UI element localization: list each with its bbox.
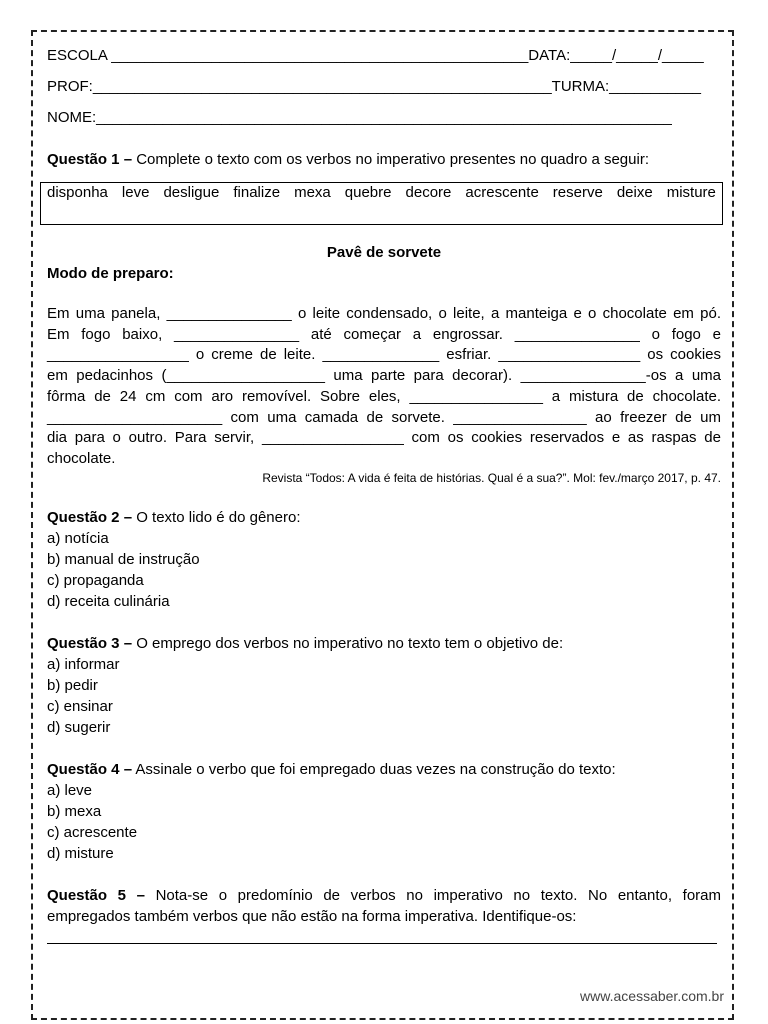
recipe-last-line: chocolate.	[47, 449, 116, 467]
recipe-source: Revista “Todos: A vida é feita de histórias. Qual é a sua?”. Mol: fev./março 2017, p. 47.	[262, 470, 721, 485]
option-item[interactable]: b) pedir	[47, 676, 98, 694]
question-1-text: Complete o texto com os verbos no imperativo presentes no quadro a seguir:	[132, 151, 649, 168]
verb-item: desligue	[163, 184, 220, 201]
option-item[interactable]: d) receita culinária	[47, 592, 170, 610]
question-2-options	[47, 528, 721, 612]
option-item[interactable]: c) ensinar	[47, 697, 113, 715]
verb-item: leve	[121, 184, 150, 201]
recipe-line: fôrma de 24 cm com aro removível. Sobre eles, ________________ a mistura de chocolate.	[47, 387, 721, 405]
footer-url: www.acessaber.com.br	[580, 988, 724, 1004]
recipe-line: em pedacinhos (___________________ uma parte para decorar). _______________-os a uma	[47, 367, 721, 385]
recipe-line: _____________________ com uma camada de sorvete. ________________ ao freezer de um	[47, 408, 721, 426]
verb-item: mexa	[294, 184, 331, 201]
recipe-line: Em fogo baixo, _______________ até começar a engrossar. _______________ o fogo e	[47, 325, 721, 343]
verb-box	[40, 182, 723, 225]
question-1	[47, 149, 721, 170]
option-item[interactable]: d) misture	[47, 844, 114, 862]
verb-item: acrescente	[465, 184, 539, 201]
verb-item: finalize	[233, 184, 281, 201]
worksheet	[47, 40, 721, 944]
question-5-line2: empregados também verbos que não estão na forma imperativa. Identifique-os:	[47, 907, 577, 925]
question-3-label: Questão 3 –	[47, 634, 133, 652]
option-item[interactable]: c) acrescente	[47, 823, 138, 841]
teacher-class-line: PROF:_______________________________________________________TURMA:___________	[47, 78, 701, 95]
option-item[interactable]: a) informar	[47, 655, 120, 673]
question-2-text: O texto lido é do gênero:	[132, 508, 301, 526]
question-1-label: Questão 1 –	[47, 151, 133, 168]
verb-item: misture	[666, 184, 716, 201]
question-4-options	[47, 780, 721, 864]
school-date-line: ESCOLA __________________________________________________DATA:_____/_____/_____	[47, 47, 704, 64]
verb-item: disponha	[47, 184, 108, 201]
recipe-text	[47, 304, 721, 449]
option-item[interactable]: a) notícia	[47, 529, 109, 547]
question-2	[47, 507, 721, 528]
verb-item: reserve	[552, 184, 603, 201]
name-line: NOME:_____________________________________________________________________	[47, 109, 672, 126]
recipe-line: dia para o outro. Para servir, _________________ com os cookies reservados e as raspas de	[47, 429, 721, 447]
verb-list	[47, 184, 716, 202]
question-4-label: Questão 4 –	[47, 760, 133, 778]
option-item[interactable]: b) manual de instrução	[47, 550, 200, 568]
question-3-options	[47, 654, 721, 738]
verb-item: quebre	[344, 184, 392, 201]
option-item[interactable]: d) sugerir	[47, 718, 111, 736]
recipe-subtitle: Modo de preparo:	[47, 265, 174, 282]
option-item[interactable]: c) propaganda	[47, 571, 144, 589]
question-5-label: Questão 5 –	[47, 886, 145, 904]
question-4	[47, 759, 721, 780]
recipe-line: Em uma panela, _______________ o leite condensado, o leite, a manteiga e o chocolate em pó.	[47, 305, 721, 322]
question-3	[47, 633, 721, 654]
question-5-line1: Nota-se o predomínio de verbos no imperativo no texto. No entanto, foram	[144, 886, 721, 904]
answer-line[interactable]	[47, 927, 717, 944]
verb-item: deixe	[616, 184, 653, 201]
option-item[interactable]: a) leve	[47, 781, 93, 799]
recipe-line: _________________ o creme de leite. ______________ esfriar. _________________ os cookies	[47, 346, 721, 364]
recipe-title: Pavê de sorvete	[326, 244, 442, 261]
question-3-text: O emprego dos verbos no imperativo no texto tem o objetivo de:	[132, 634, 564, 652]
question-4-text: Assinale o verbo que foi empregado duas vezes na construção do texto:	[132, 760, 616, 778]
question-2-label: Questão 2 –	[47, 508, 133, 526]
option-item[interactable]: b) mexa	[47, 802, 102, 820]
verb-item: decore	[405, 184, 452, 201]
question-5	[47, 885, 721, 927]
